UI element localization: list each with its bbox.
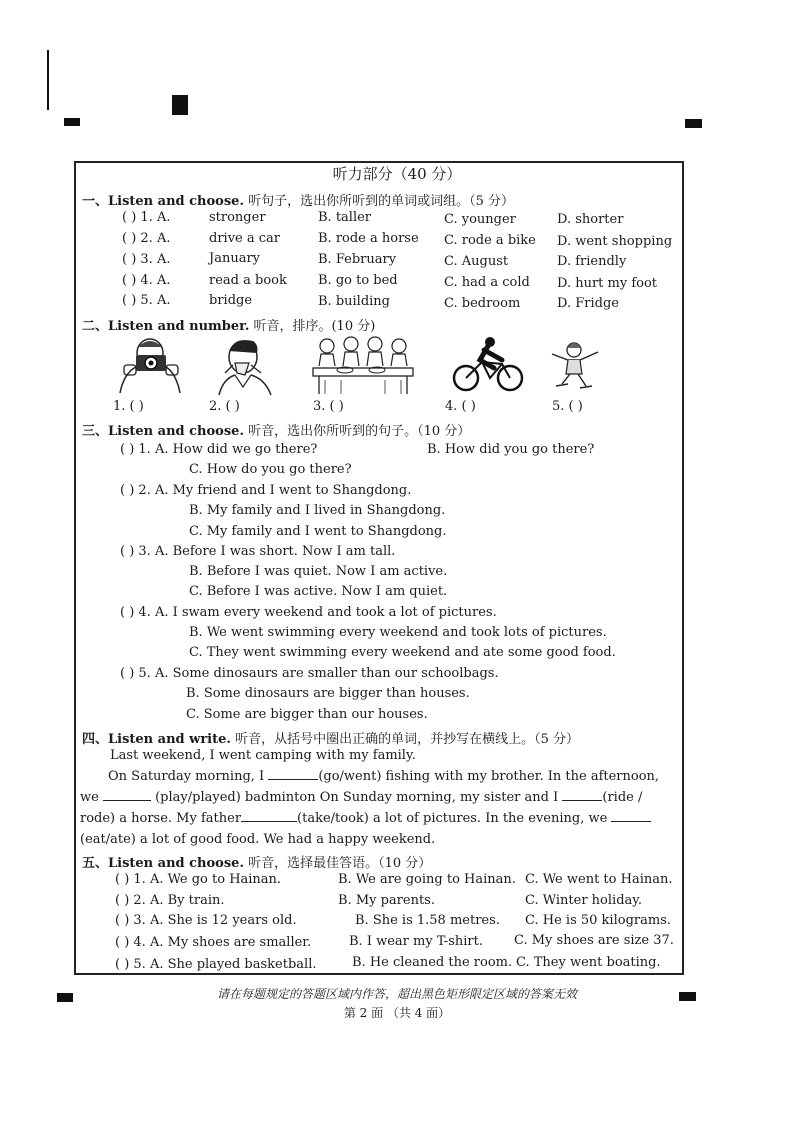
- section-5-heading: 五、Listen and choose. 听音，选择最佳答语。（10 分）: [82, 856, 432, 871]
- question-3-4-option-b: B. We went swimming every weekend and took lots of pictures.: [189, 625, 607, 640]
- option-c: C. bedroom: [444, 296, 521, 311]
- answer-blank[interactable]: [268, 767, 318, 780]
- section-4-heading: 四、Listen and write. 听音，从括号中圈出正确的单词，并抄写在横线上。（5 分）: [82, 732, 579, 747]
- photographer-picture: [110, 335, 190, 395]
- question-3-4-option-c: C. They went swimming every weekend and ate some good food.: [189, 645, 616, 660]
- option-d: D. shorter: [557, 212, 624, 227]
- answer-blank[interactable]: [562, 788, 602, 801]
- question-5-4-option-c: C. My shoes are size 37.: [514, 933, 674, 948]
- question-5-3-option-b: B. She is 1.58 metres.: [355, 913, 500, 928]
- answer-blank[interactable]: [241, 809, 297, 822]
- option-d: D. friendly: [557, 254, 627, 269]
- question-5-3-option-a: ( ) 3. A. She is 12 years old.: [115, 913, 297, 928]
- picture-answer-slot[interactable]: 1. ( ): [113, 399, 144, 414]
- question-number: ( ) 4. A.: [122, 273, 171, 288]
- option-a: January: [209, 251, 261, 266]
- picture-answer-slot[interactable]: 4. ( ): [445, 399, 476, 414]
- question-3-4-option-a: ( ) 4. A. I swam every weekend and took a lot of pictures.: [120, 605, 497, 620]
- page-number: 第 2 面 （共 4 面）: [343, 1006, 451, 1020]
- option-a: drive a car: [209, 231, 280, 246]
- question-3-3-option-a: ( ) 3. A. Before I was short. Now I am tall.: [120, 544, 396, 559]
- section-3-heading: 三、Listen and choose. 听音，选出你所听到的句子。（10 分）: [82, 424, 471, 439]
- option-c: C. younger: [444, 212, 516, 227]
- question-3-1-option-a: ( ) 1. A. How did we go there?: [120, 442, 318, 457]
- answer-blank[interactable]: [103, 788, 151, 801]
- question-3-2-option-b: B. My family and I lived in Shangdong.: [189, 503, 446, 518]
- passage-intro: Last weekend, I went camping with my family.: [110, 748, 416, 763]
- option-c: C. had a cold: [444, 275, 530, 290]
- option-a: bridge: [209, 293, 253, 308]
- question-3-5-option-a: ( ) 5. A. Some dinosaurs are smaller than our schoolbags.: [120, 666, 499, 681]
- question-3-3-option-c: C. Before I was active. Now I am quiet.: [189, 584, 448, 599]
- question-5-1-option-a: ( ) 1. A. We go to Hainan.: [115, 872, 282, 887]
- question-5-2-option-b: B. My parents.: [338, 893, 435, 908]
- page-title: 听力部分（40 分）: [332, 165, 462, 183]
- question-5-4-option-b: B. I wear my T-shirt.: [349, 934, 483, 949]
- family-dinner-picture: [305, 332, 421, 396]
- option-c: C. August: [444, 254, 509, 269]
- girl-skating-picture: [548, 340, 602, 392]
- question-5-5-option-c: C. They went boating.: [516, 955, 661, 970]
- question-3-5-option-b: B. Some dinosaurs are bigger than houses.: [186, 686, 470, 701]
- question-5-5-option-a: ( ) 5. A. She played basketball.: [115, 957, 317, 972]
- registration-mark: [64, 118, 80, 126]
- option-d: D. Fridge: [557, 296, 619, 311]
- picture-answer-slot[interactable]: 5. ( ): [552, 399, 583, 414]
- registration-mark: [172, 95, 188, 115]
- option-b: B. building: [318, 294, 391, 309]
- question-5-1-option-c: C. We went to Hainan.: [525, 872, 673, 887]
- question-number: ( ) 5. A.: [122, 293, 171, 308]
- answer-area-notice: 请在每题规定的答题区域内作答，超出黑色矩形限定区域的答案无效: [216, 987, 577, 1001]
- cyclist-picture: [450, 334, 526, 394]
- question-5-5-option-b: B. He cleaned the room.: [352, 955, 513, 970]
- question-5-3-option-c: C. He is 50 kilograms.: [525, 913, 671, 928]
- option-b: B. February: [318, 252, 397, 267]
- question-5-2-option-c: C. Winter holiday.: [525, 893, 643, 908]
- picture-answer-slot[interactable]: 3. ( ): [313, 399, 344, 414]
- scan-edge-line: [47, 50, 49, 110]
- sneezing-boy-picture: [205, 335, 285, 395]
- section-2-heading: 二、Listen and number. 听音，排序。(10 分): [82, 319, 376, 334]
- question-3-5-option-c: C. Some are bigger than our houses.: [186, 707, 428, 722]
- option-a: stronger: [209, 210, 266, 225]
- question-5-4-option-a: ( ) 4. A. My shoes are smaller.: [115, 935, 312, 950]
- option-b: B. taller: [318, 210, 372, 225]
- question-3-1-option-c: C. How do you go there?: [189, 462, 352, 477]
- question-number: ( ) 1. A.: [122, 210, 171, 225]
- question-number: ( ) 2. A.: [122, 231, 171, 246]
- question-3-1-option-b: B. How did you go there?: [427, 442, 595, 457]
- question-5-2-option-a: ( ) 2. A. By train.: [115, 893, 225, 908]
- question-number: ( ) 3. A.: [122, 252, 171, 267]
- question-3-2-option-c: C. My family and I went to Shangdong.: [189, 524, 447, 539]
- fill-in-passage: On Saturday morning, I (go/went) fishing with my brother. In the afternoon, we (play/played) badminton On Sunday morning, my sister and I (ride / rode) a horse. My father (take/took) a lot of pictures. In the evening, we (eat/ate) a lot of good food. We had a happy weekend.: [80, 769, 660, 847]
- option-c: C. rode a bike: [444, 233, 536, 248]
- registration-mark: [685, 119, 702, 128]
- picture-answer-slot[interactable]: 2. ( ): [209, 399, 240, 414]
- answer-blank[interactable]: [611, 809, 651, 822]
- question-5-1-option-b: B. We are going to Hainan.: [338, 872, 516, 887]
- section-1-heading: 一、Listen and choose. 听句子，选出你所听到的单词或词组。（5 分）: [82, 194, 515, 209]
- option-d: D. went shopping: [557, 234, 673, 249]
- option-d: D. hurt my foot: [557, 276, 658, 291]
- option-a: read a book: [209, 273, 287, 288]
- question-3-3-option-b: B. Before I was quiet. Now I am active.: [189, 564, 448, 579]
- option-b: B. rode a horse: [318, 231, 419, 246]
- question-3-2-option-a: ( ) 2. A. My friend and I went to Shangdong.: [120, 483, 412, 498]
- option-b: B. go to bed: [318, 273, 398, 288]
